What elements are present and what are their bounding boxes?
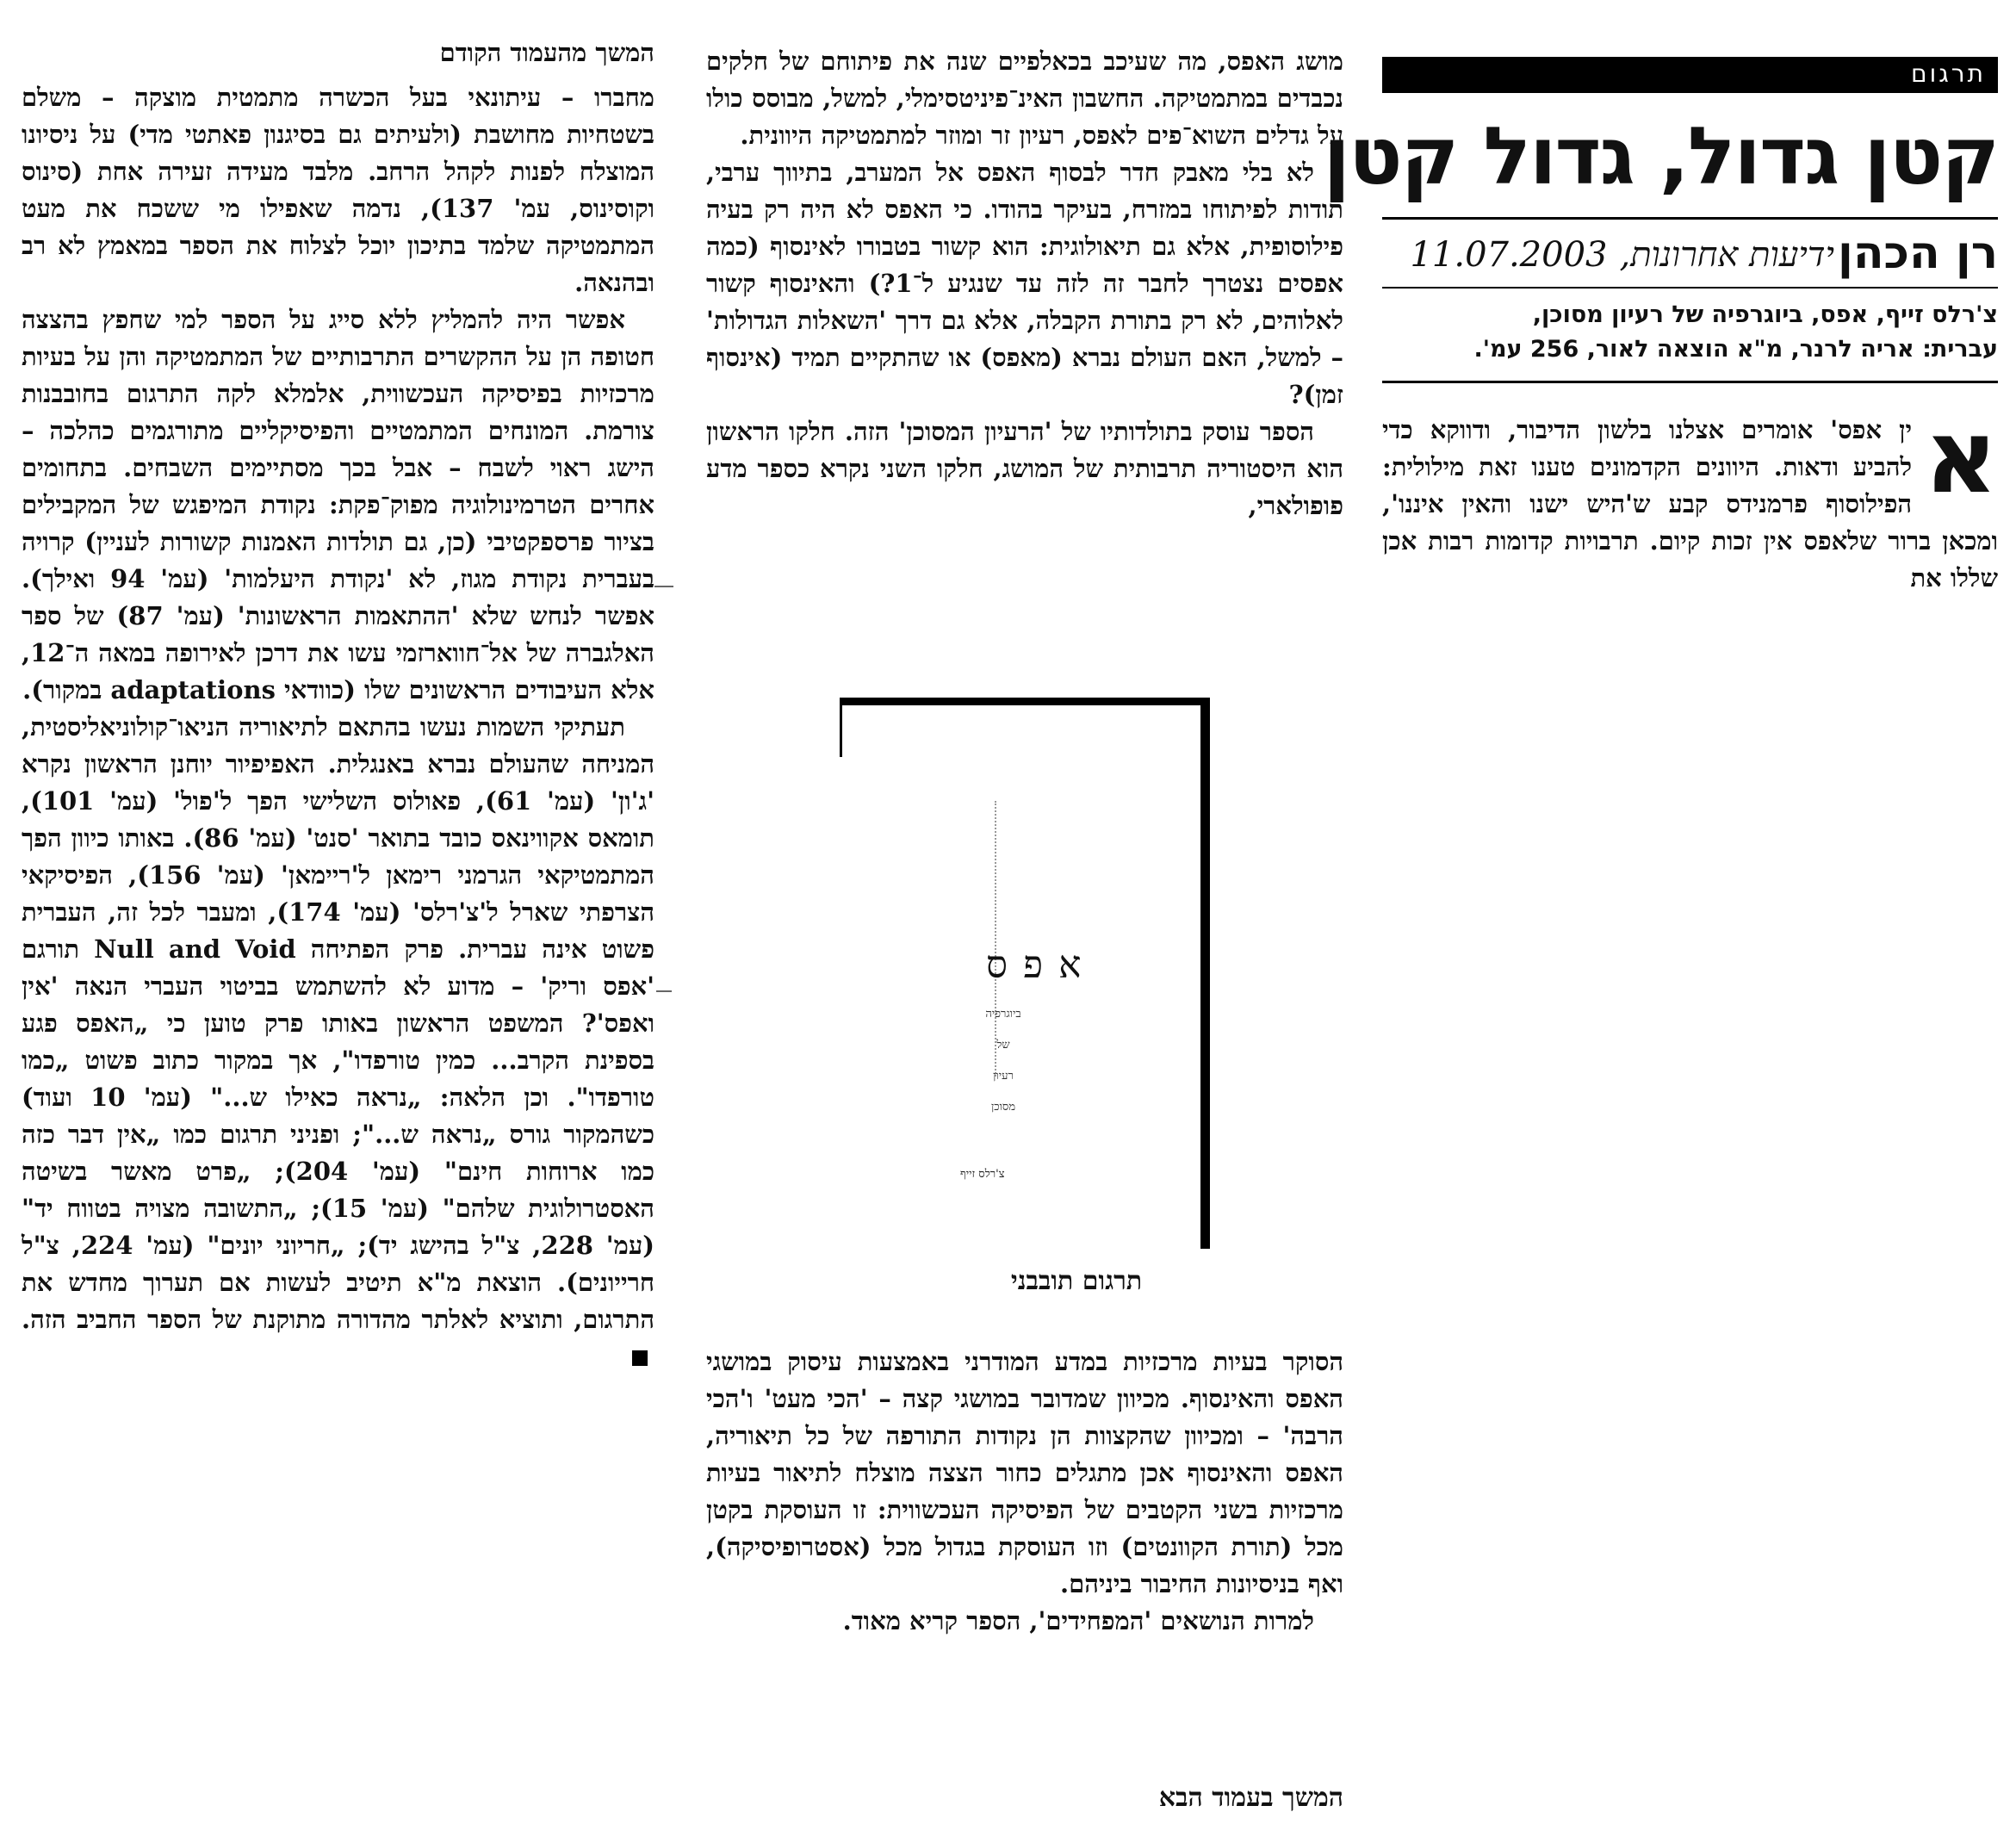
intro-text: ין אפס' אומרים אצלנו בלשון הדיבור, ודווקא כדי להביע ודאות. היוונים הקדמונים טענו זאת מילולית: הפילוסוף פרמנידס קבע ש'היש ישנו והאין איננו', ומכאן ברור שלאפס אין זכות קיום. תרבויות קדומות רבות אכן שללו את	[1382, 415, 1998, 593]
middle-column-bottom	[706, 1343, 1343, 1640]
cover-subtitle-line: של	[996, 1039, 1010, 1052]
paragraph	[22, 709, 654, 1375]
image-caption: תרגום תובבני	[1010, 1266, 1143, 1296]
section-label: תרגום	[1911, 59, 1986, 88]
paragraph: למרות הנושאים 'המפחידים', הספר קריא מאוד.	[842, 1606, 1314, 1635]
cover-author: צ'רלס זייף	[960, 1168, 1005, 1181]
paragraph: מושג האפס, מה שעיכב בכאלפיים שנה את פיתוחם של חלקים נכבדים במתמטיקה. החשבון האינ־פיניטסימלי, למשל, מבוסס כולו על גדלים השוא־פים לאפס, רעיון זר ומוזר למתמטיקה היוונית.	[706, 47, 1343, 150]
source-line	[1410, 234, 1834, 276]
cover-subtitle-line: ביוגרפיה	[985, 1008, 1021, 1021]
author-name: רן הכהן	[1837, 227, 1998, 279]
intro-paragraph	[1382, 397, 1998, 597]
section-bar	[1382, 57, 1998, 93]
cover-subtitle-line: רעיון	[993, 1070, 1014, 1083]
source-name: ידיעות אחרונות,	[1619, 235, 1834, 275]
continued-next-label: המשך בעמוד הבא	[1158, 1783, 1343, 1813]
book-info-line: צ'רלס זייף, אפס, ביוגרפיה של רעיון מסוכן,	[1532, 301, 1998, 328]
cover-border	[1200, 698, 1210, 1249]
book-info-line: עברית: אריה לרנר, מ"א הוצאה לאור, 256 עמ'.	[1473, 336, 1998, 363]
cover-border	[840, 698, 1201, 705]
left-column	[22, 79, 654, 1375]
divider	[1382, 381, 1998, 383]
book-cover-image	[840, 698, 1210, 1249]
middle-column-top	[706, 43, 1343, 524]
cover-subtitle	[969, 999, 1038, 1123]
paragraph: הספר עוסק בתולדותיו של 'הרעיון המסוכן' הזה. חלקו הראשון הוא היסטוריה תרבותית של המושג, חלקו השני נקרא כספר מדע פופולארי,	[706, 417, 1343, 520]
publication-date: 11.07.2003	[1410, 235, 1608, 275]
book-info	[1382, 298, 1998, 367]
cover-border	[840, 705, 842, 757]
divider	[1382, 287, 1998, 289]
paragraph: לא בלי מאבק חדר לבסוף האפס אל המערב, בתיווך ערבי, תודות לפיתוחו במזרח, בעיקר בהודו. כי האפס לא היה רק בעיה פילוסופית, אלא גם תיאולוגית: הוא קשור בטבורו לאינסוף (כמה אפסים נצטרך לחבר זה לזה עד שנגיע ל־1?) והאינסוף קשור לאלוהים, לא רק בתורת הקבלה, אלא גם דרך 'השאלות הגדולות' – למשל, האם העולם נברא (מאפס) או שהתקיים תמיד (אינסוף זמן)?	[706, 158, 1343, 409]
scan-artifact	[656, 990, 672, 992]
byline	[1382, 226, 1998, 281]
scan-artifact	[654, 586, 673, 587]
divider	[1382, 217, 1998, 220]
drop-cap: א	[1924, 397, 1998, 516]
paragraph: אפשר היה להמליץ ללא סייג על הספר למי שחפץ בהצצה חטופה הן על ההקשרים התרבותיים של המתמטיקה והן על בעיות מרכזיות בפיסיקה העכשווית, אלמלא לקה התרגום בחובבנות צורמת. המונחים המתמטיים והפיסיקליים מתורגמים כהלכה – הישג ראוי לשבח – אבל בכך מסתיימים השבחים. בתחומים אחרים הטרמינולוגיה מפוק־פקת: נקודת המיפגש של המקבילים בציור פרספקטיבי (כן, גם תולדות האמנות קשורות לעניין) קרויה בעברית נקודת מגוז, לא 'נקודת היעלמות' (עמ' 94 ואילך). אפשר לנחש שלא 'ההתאמות הראשונות' (עמ' 87) של ספר האלגברה של אל־חווארזמי עשו את דרכן לאירופה במאה ה־12, אלא העיבודים הראשונים שלו (כוודאי adaptations במקור).	[22, 305, 654, 704]
paragraph-text: תעתיקי השמות נעשו בהתאם לתיאוריה הניאו־קולוניאליסטית, המניחה שהעולם נברא באנגלית. האפיפיור יוחנן הראשון נקרא 'ג'ון' (עמ' 61), פאולוס השלישי הפך ל'פול' (עמ' 101), תומאס אקווינאס כובד בתואר 'סנט' (עמ' 86). באותו כיוון הפך המתמטיקאי הגרמני רימאן ל'ריימאן' (עמ' 156), הפיסיקאי הצרפתי שארל ל'צ'רלס' (עמ' 174), ומעבר לכל זה, העברית פשוט אינה עברית. פרק הפתיחה Null and Void תורגם 'אפס וריק' – מדוע לא להשתמש בביטוי העברי הנאה 'אין ואפס'? המשפט הראשון באותו פרק טוען כי „האפס פגע בספינת הקרב... כמין טורפדו", אך במקור כתוב פשוט „כמו טורפדו". וכן הלאה: „נראה כאילו ש..." (עמ' 10 ועוד) כשהמקור גורס „נראה ש..."; ופניני תרגום כמו „אין דבר כזה כמו ארוחות חינם" (עמ' 204); „פרט מאשר בשיטה האסטרולוגית שלהם" (עמ' 15); „התשובה מצויה בטווח יד" (עמ' 228, צ"ל בהישג יד); „חריוני יונים" (עמ' 224, צ"ל חרייונים). הוצאת מ"א תיטיב לעשות אם תערוך מחדש את התרגום, ותוציא לאלתר מהדורה מתוקנת של הספר החביב הזה.	[22, 712, 655, 1334]
headline: קטן גדול, גדול קטן	[1323, 110, 1998, 202]
paragraph: הסוקר בעיות מרכזיות במדע המודרני באמצעות עיסוק במושגי האפס והאינסוף. מכיוון שמדובר במושגי קצה – 'הכי מעט' ו'הכי הרבה' – ומכיוון שהקצוות הן נקודות התורפה של כל תיאוריה, האפס והאינסוף אכן מתגלים כחור הצצה מוצלח לתיאור בעיות מרכזיות בשני הקטבים של הפיסיקה העכשווית: זו העוסקת בקטן מכל (תורת הקוונטים) וזו העוסקת בגדול מכל (אסטרופיסיקה), ואף בניסיונות החיבור ביניהם.	[706, 1347, 1343, 1598]
end-mark-icon	[632, 1350, 648, 1366]
paragraph: מחברו – עיתונאי בעל הכשרה מתמטית מוצקה – משלם בשטחיות מחושבת (ולעיתים גם בסיגנון פאתטי מדי) על ניסיונו המוצלח לפנות לקהל הרחב. מלבד מעידה זעירה אחת (סינוס וקוסינוס, עמ' 137), נדמה שאפילו מי ששכח את מעט המתמטיקה שלמד בתיכון יוכל לצלוח את הספר במאמץ לא רב ובהנאה.	[22, 83, 655, 297]
continued-prev-label: המשך מהעמוד הקודם	[439, 38, 654, 67]
cover-title: אפס	[986, 943, 1097, 987]
cover-subtitle-line: מסוכן	[990, 1101, 1016, 1114]
